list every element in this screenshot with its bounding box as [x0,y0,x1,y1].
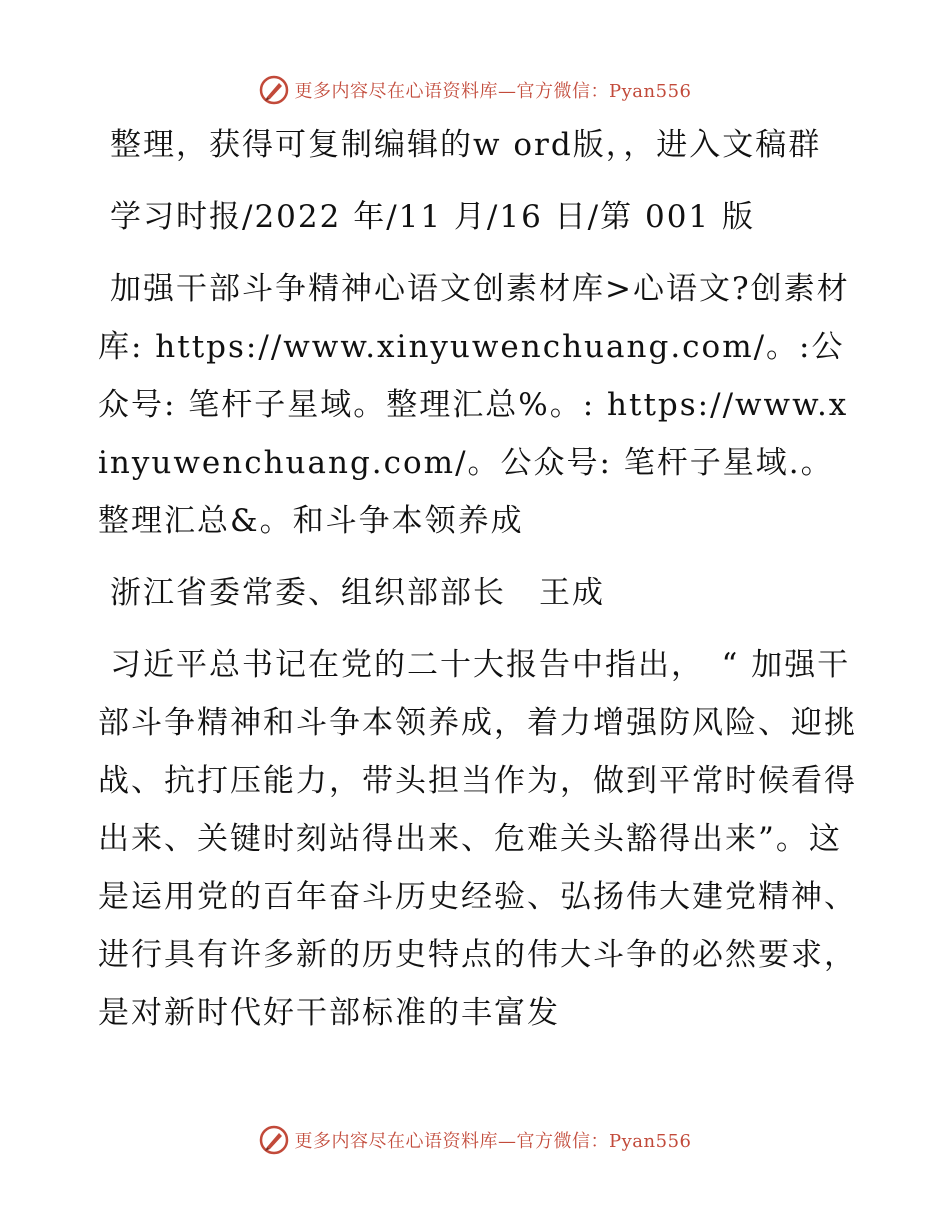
footer-banner-text: 更多内容尽在心语资料库—官方微信：Pyan556 [294,1131,692,1152]
pen-logo-icon [259,1125,289,1155]
header-banner [0,70,950,110]
article-title: 加强干部斗争精神心语文创素材库>心语文?创素材库: https://www.xinyuwenchuang.com/。:公众号: 笔杆子星域。整理汇总%。: https://www.xinyuwenchuang.com/。公众号: 笔杆子星域.。整理汇总&。和斗争本领养成 [98,271,850,539]
header-banner-text: 更多内容尽在心语资料库—官方微信：Pyan556 [294,81,692,102]
publication-line: 学习时报/2022 年/11 月/16 日/第 001 版 [110,199,756,235]
author-line: 浙江省委常委、组织部部长 王成 [110,575,605,611]
body-paragraph: 习近平总书记在党的二十大报告中指出， “ 加强干部斗争精神和斗争本领养成，着力增强防风险、迎挑战、抗打压能力，带头担当作为，做到平常时候看得出来、关键时刻站得出来、危难关头豁得出来”。这是运用党的百年奋斗历史经验、弘扬伟大建党精神、进行具有许多新的历史特点的伟大斗争的必然要求，是对新时代好干部标准的丰富发 [98,647,857,1031]
intro-note: 整理，获得可复制编辑的w ord版，，进入文稿群 [110,127,822,163]
footer-banner [0,1120,950,1160]
pen-logo-icon [259,75,289,105]
article-body [98,116,858,1042]
